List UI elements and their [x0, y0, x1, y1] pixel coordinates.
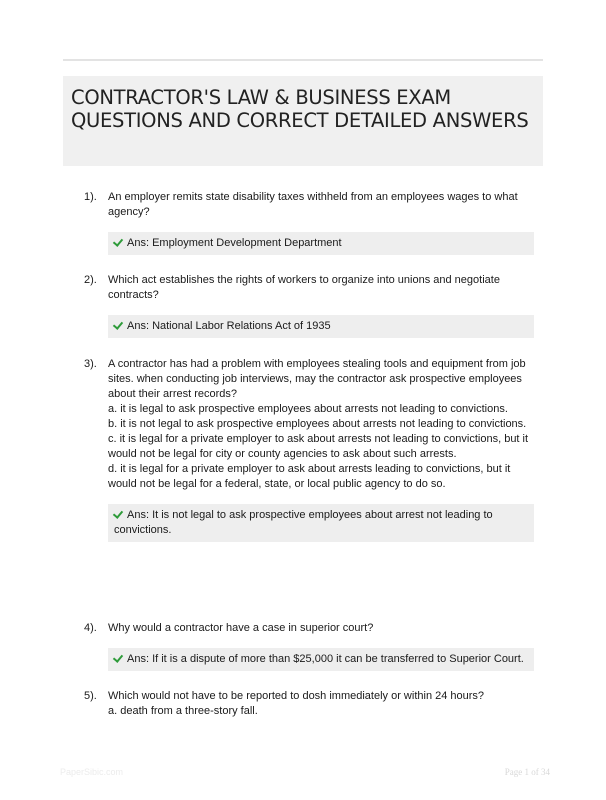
answer-box [108, 504, 534, 542]
answer-text: Ans: If it is a dispute of more than $25,000 it can be transferred to Superior Court. [127, 653, 524, 665]
document-title: CONTRACTOR'S LAW & BUSINESS EXAM QUESTIONS AND CORRECT DETAILED ANSWERS [71, 86, 529, 132]
question-2 [84, 273, 544, 338]
option-a: a. death from a three-story fall. [108, 705, 258, 717]
checkmark-icon [114, 237, 124, 245]
option-c: c. it is legal for a private employer to ask about arrests not leading to convictions, but it would not be legal for city or county agencies to ask about such arrests. [108, 433, 529, 460]
top-divider [63, 59, 543, 61]
answer-box [108, 648, 534, 671]
question-number: 5). [84, 690, 97, 702]
answer-text: Ans: National Labor Relations Act of 1935 [127, 320, 331, 332]
question-3 [84, 357, 544, 542]
answer-text: Ans: It is not legal to ask prospective employees about arrest not leading to convictions. [114, 509, 493, 536]
title-box [63, 76, 543, 166]
answer-box [108, 232, 534, 255]
answer-box [108, 315, 534, 338]
question-5 [84, 689, 544, 719]
option-a: a. it is legal to ask prospective employees about arrests not leading to convictions. [108, 403, 508, 415]
question-1 [84, 190, 544, 255]
question-text: Which act establishes the rights of workers to organize into unions and negotiate contracts? [108, 274, 500, 301]
question-text: Why would a contractor have a case in superior court? [108, 622, 374, 634]
footer-site: PaperSibic.com [60, 767, 124, 777]
question-number: 2). [84, 274, 97, 286]
question-4 [84, 621, 544, 671]
question-text: A contractor has had a problem with employees stealing tools and equipment from job sites. when conducting job interviews, may the contractor ask prospective employees about their arrest records? [108, 358, 526, 400]
question-text: Which would not have to be reported to dosh immediately or within 24 hours? [108, 690, 485, 702]
checkmark-icon [114, 653, 124, 661]
question-text: An employer remits state disability taxes withheld from an employees wages to what agency? [108, 191, 518, 218]
question-number: 3). [84, 358, 97, 370]
checkmark-icon [114, 509, 124, 517]
answer-text: Ans: Employment Development Department [127, 237, 342, 249]
option-b: b. it is not legal to ask prospective employees about arrests not leading to convictions. [108, 418, 527, 430]
question-number: 4). [84, 622, 97, 634]
footer-page-number: Page 1 of 34 [504, 767, 550, 777]
option-d: d. it is legal for a private employer to ask about arrests leading to convictions, but it would not be legal for a federal, state, or local public agency to do so. [108, 463, 511, 490]
question-number: 1). [84, 191, 97, 203]
checkmark-icon [114, 320, 124, 328]
